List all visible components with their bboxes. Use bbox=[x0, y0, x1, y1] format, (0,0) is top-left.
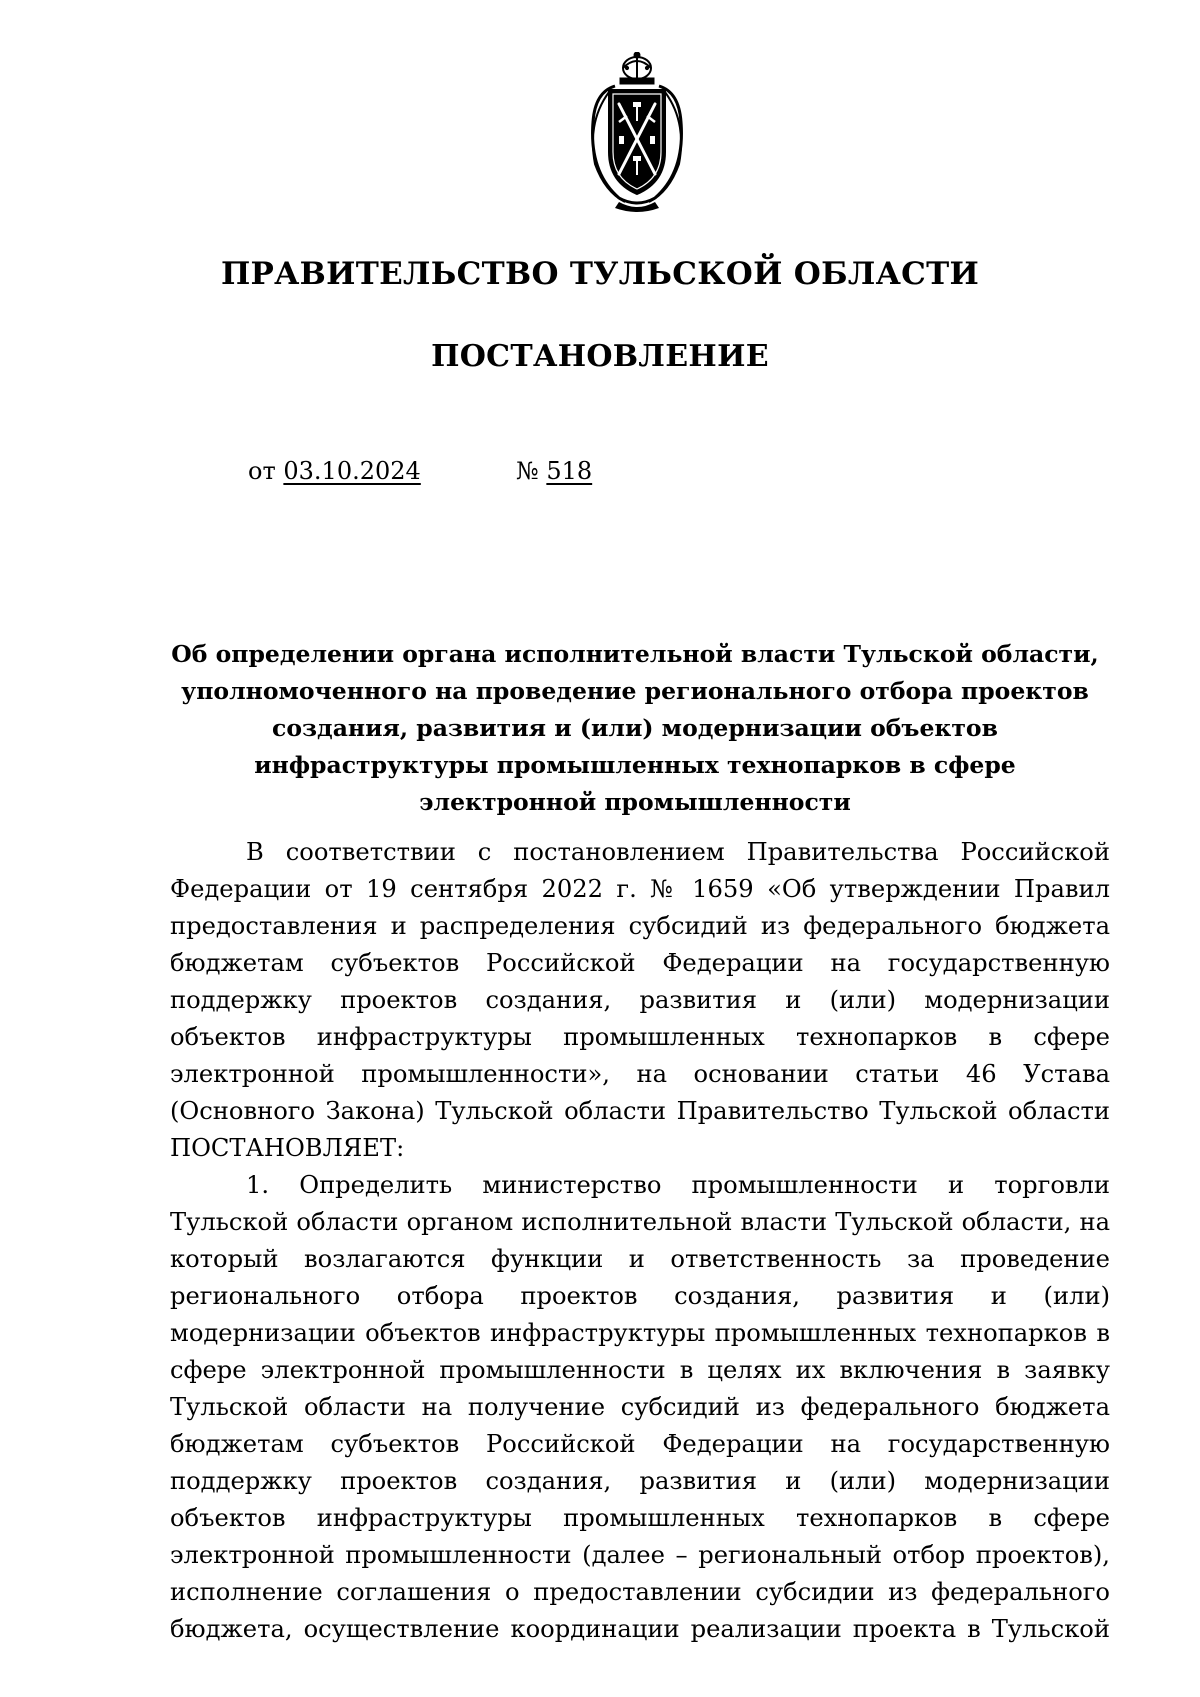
number-prefix: № bbox=[516, 457, 539, 485]
date-prefix: от bbox=[248, 457, 276, 485]
document-number-block bbox=[516, 457, 592, 485]
document-date: 03.10.2024 bbox=[283, 457, 421, 485]
government-name: ПРАВИТЕЛЬСТВО ТУЛЬСКОЙ ОБЛАСТИ bbox=[220, 256, 980, 292]
item-1-paragraph: 1. Определить министерство промышленности и торговли Тульской области органом исполнительной власти Тульской области, на который возлагаются функции и ответственность за проведение регионального отбора проектов создания, развития и (или) модернизации объектов инфраструктуры промышленных технопарков в сфере электронной промышленности в целях их включения в заявку Тульской области на получение субсидий из федерального бюджета бюджетам субъектов Российской Федерации на государственную поддержку проектов создания, развития и (или) модернизации объектов инфраструктуры промышленных технопарков в сфере электронной промышленности (далее – региональный отбор проектов), исполнение соглашения о предоставлении субсидии из федерального бюджета, осуществление координации реализации проекта в Тульской bbox=[170, 1171, 1110, 1643]
document-type: ПОСТАНОВЛЕНИЕ bbox=[431, 339, 769, 374]
document-number: 518 bbox=[546, 457, 593, 485]
dateline bbox=[248, 457, 593, 485]
document-title: Об определении органа исполнительной власти Тульской области, уполномоченного на проведение регионального отбора проектов создания, развития и (или) модернизации объектов инфраструктуры промышленных технопарков в сфере электронной промышленности bbox=[171, 640, 1099, 816]
document-body bbox=[170, 834, 1110, 1648]
preamble-paragraph: В соответствии с постановлением Правительства Российской Федерации от 19 сентября 2022 г. № 1659 «Об утверждении Правил предоставления и распределения субсидий из федерального бюджета бюджетам субъектов Российской Федерации на государственную поддержку проектов создания, развития и (или) модернизации объектов инфраструктуры промышленных технопарков в сфере электронной промышленности», на основании статьи 46 Устава (Основного Закона) Тульской области Правительство Тульской области ПОСТАНОВЛЯЕТ: bbox=[170, 838, 1110, 1162]
tula-region-coat-of-arms-icon bbox=[575, 52, 699, 212]
